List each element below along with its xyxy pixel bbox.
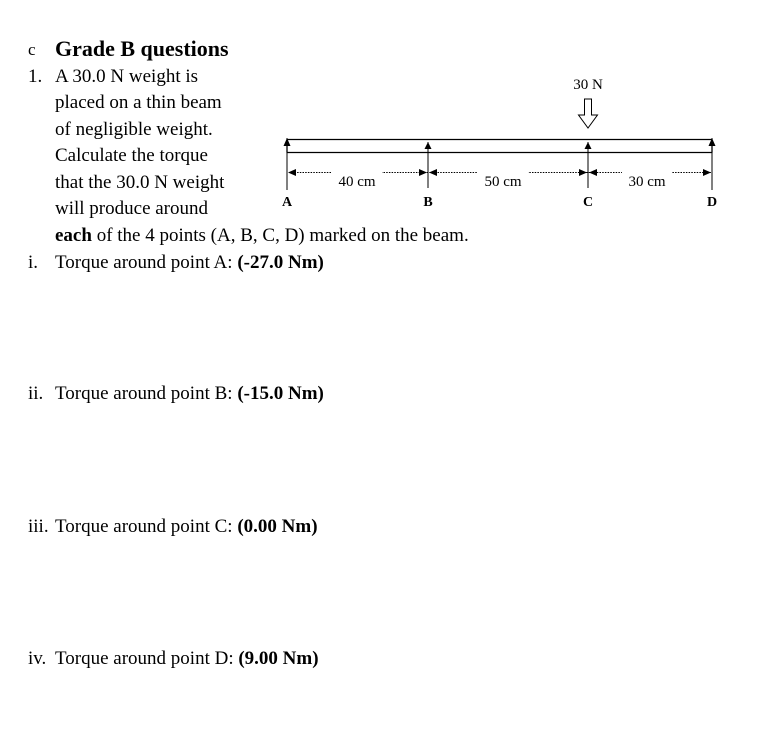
question-number: 1.	[28, 66, 43, 87]
answer-value-1: (-27.0 Nm)	[237, 252, 324, 273]
answer-label-2: Torque around point B:	[55, 383, 238, 404]
point-label-b: B	[423, 195, 433, 210]
beam-arrow-c-up-icon	[585, 142, 592, 149]
dim-arrow-a-right-icon	[288, 169, 296, 176]
force-label: 30 N	[573, 77, 603, 93]
segment-label-bc: 50 cm	[484, 174, 522, 190]
answer-number-4: iv.	[28, 648, 47, 669]
force-arrow-icon	[579, 99, 598, 128]
question-line-2: placed on a thin beam	[55, 92, 222, 113]
beam-arrow-b-up-icon	[425, 142, 432, 149]
emphasis-each: each	[55, 225, 92, 246]
beam-diagram	[0, 0, 761, 260]
answer-line-4	[55, 646, 319, 672]
dim-arrow-d-left-icon	[703, 169, 711, 176]
answer-label-1: Torque around point A:	[55, 252, 238, 273]
point-label-c: C	[582, 195, 594, 210]
segment-label-ab: 40 cm	[338, 174, 376, 190]
answer-value-3: (0.00 Nm)	[237, 516, 318, 537]
answer-line-2	[55, 381, 324, 407]
answer-number-3: iii.	[28, 516, 49, 537]
point-label-a: A	[281, 195, 293, 210]
answer-number-2: ii.	[28, 383, 44, 404]
question-line-3: of negligible weight.	[55, 119, 213, 140]
section-heading: Grade B questions	[55, 36, 229, 61]
dim-arrow-b-right-icon	[429, 169, 437, 176]
dim-arrow-b-left-icon	[419, 169, 427, 176]
answer-label-3: Torque around point C:	[55, 516, 238, 537]
section-marker: c	[28, 40, 36, 59]
question-line-7-rest: of the 4 points (A, B, C, D) marked on the beam.	[91, 225, 469, 246]
point-label-d: D	[706, 195, 718, 210]
answer-label-4: Torque around point D:	[55, 648, 239, 669]
segment-label-cd: 30 cm	[628, 174, 666, 190]
dim-arrow-c-left-icon	[579, 169, 587, 176]
question-line-5: that the 30.0 N weight	[55, 172, 225, 193]
answer-value-4: (9.00 Nm)	[238, 648, 319, 669]
answer-line-1	[55, 250, 324, 276]
answer-line-3	[55, 514, 318, 540]
dim-arrow-c-right-icon	[589, 169, 597, 176]
answer-number-1: i.	[28, 252, 39, 273]
question-line-1: A 30.0 N weight is	[55, 66, 199, 87]
question-line-6: will produce around	[55, 198, 209, 219]
question-line-4: Calculate the torque	[55, 145, 208, 166]
answer-value-2: (-15.0 Nm)	[237, 383, 324, 404]
